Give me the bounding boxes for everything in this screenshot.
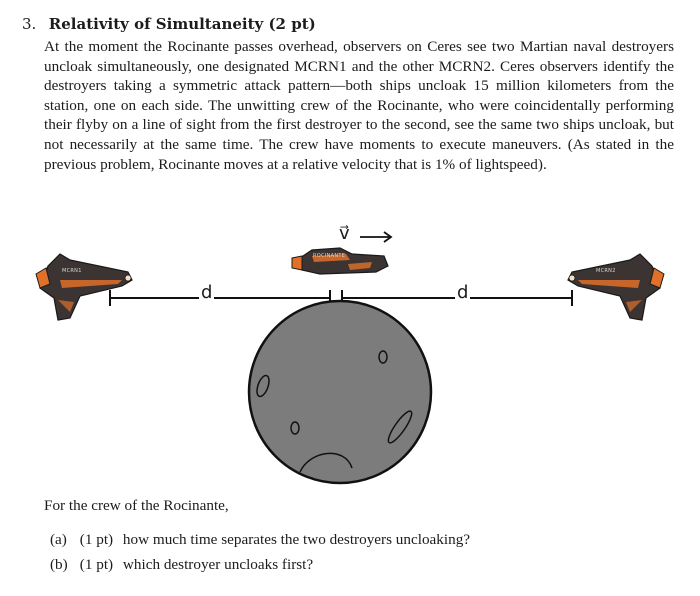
problem-statement: At the moment the Rocinante passes overhead, observers on Ceres see two Martian naval destroyers uncloak simultaneously, one designated MCRN1 and the other MCRN2. Ceres observers identify the destroyers taking a symmetric attack pattern—both ships uncloak 15 million kilometers from the station, one on each side. The unwitting crew of the Rocinante, who were coincidentally performing their flyby on a line of sight from the first destroyer to the second, see the same two ships uncloak, but not necessarily at the same time. The crew have moments to execute maneuvers. (As stated in the previous problem, Rocinante moves at a relative velocity that is 1% of lightspeed). <box>44 38 674 173</box>
part-b-question: which destroyer uncloaks first? <box>122 556 314 573</box>
part-a-question: how much time separates the two destroyers uncloaking? <box>122 531 471 548</box>
part-a-points: (1 pt) <box>79 531 114 548</box>
figure-diagram <box>0 210 700 485</box>
rocinante-ship <box>292 248 388 274</box>
mcrn1-hull-tag: MCRN1 <box>62 268 82 274</box>
velocity-label: v⃗ <box>339 223 350 244</box>
problem-header <box>22 14 682 34</box>
part-a <box>50 530 470 550</box>
destroyer-mcrn2 <box>568 254 664 320</box>
closing-sentence: For the crew of the Rocinante, <box>44 497 229 514</box>
destroyer-mcrn1 <box>36 254 132 320</box>
diagram-svg <box>0 210 700 485</box>
distance-label-right: d <box>457 282 469 303</box>
problem-number: 3. <box>22 15 37 33</box>
part-b <box>50 555 313 575</box>
problem-title: Relativity of Simultaneity (2 pt) <box>48 15 316 33</box>
rocinante-hull-tag: ROCINANTE <box>313 253 346 259</box>
part-b-letter: (b) <box>50 556 68 573</box>
part-b-points: (1 pt) <box>79 556 114 573</box>
distance-label-left: d <box>201 282 213 303</box>
ceres-planet <box>249 301 431 483</box>
mcrn2-hull-tag: MCRN2 <box>596 268 616 274</box>
part-a-letter: (a) <box>50 531 67 548</box>
